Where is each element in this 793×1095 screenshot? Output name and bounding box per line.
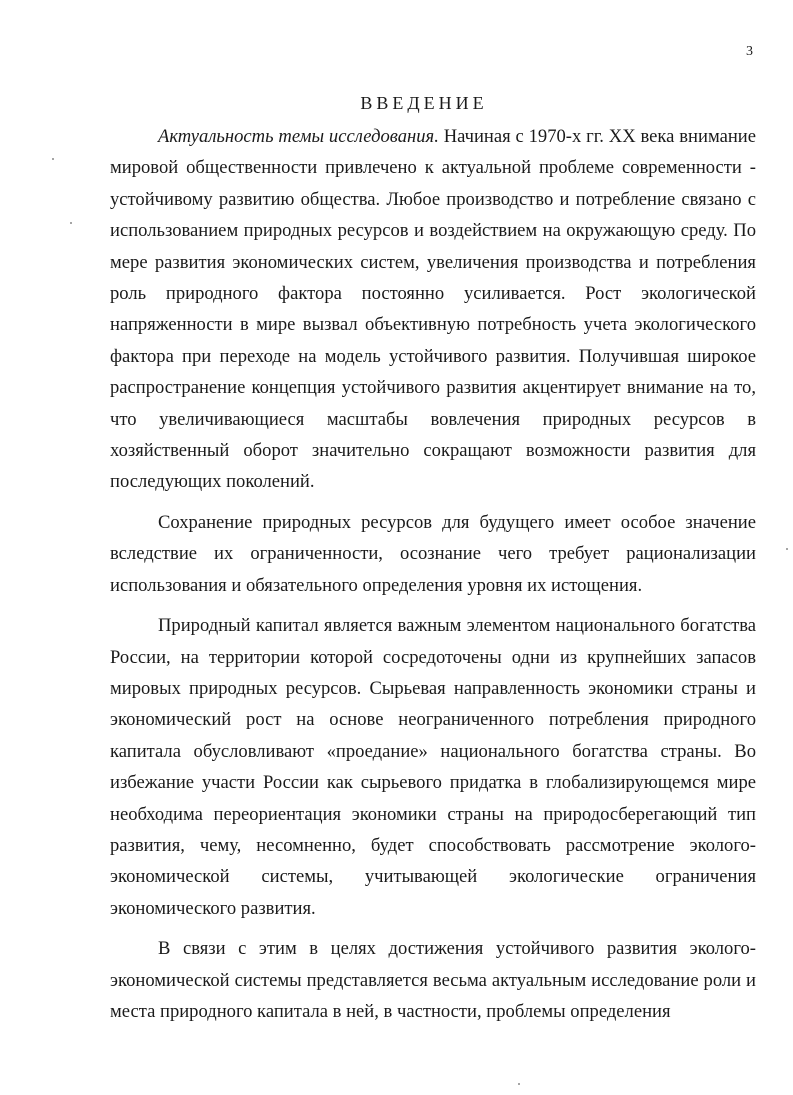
page-number: 3 (746, 44, 753, 59)
scan-speck (518, 1083, 520, 1085)
relevance-lead: Актуальность темы исследования. (158, 126, 439, 147)
page-title: ВВЕДЕНИЕ (360, 93, 488, 113)
paragraph-relevance (110, 121, 756, 498)
relevance-text: Начиная с 1970-х гг. XX века внимание мировой общественности привлечено к актуальной проблеме современности - устойчивому развитию общества. Любое производство и потребление связано с использованием природных ресурсов и воздействием на окружающую среду. По мере развития экономических систем, увеличения производства и потребления роль природного фактора постоянно усиливается. Рост экологической напряженности в мире вызвал объективную потребность учета экологического фактора при переходе на модель устойчивого развития. Получившая широкое распространение концепция устойчивого развития акцентирует внимание на то, что увеличивающиеся масштабы вовлечения природных ресурсов в хозяйственный оборот значительно сокращают возможности развития для последующих поколений. (110, 126, 756, 493)
scan-speck (70, 222, 72, 224)
paragraph-sustainable-development: В связи с этим в целях достижения устойчивого развития эколого-экономической системы представляется весьма актуальным исследование роли и места природного капитала в ней, в частности, проблемы определения (110, 938, 756, 1022)
scan-speck (52, 158, 54, 160)
document-body (110, 121, 756, 1027)
paragraph-natural-capital: Природный капитал является важным элементом национального богатства России, на территории которой сосредоточены одни из крупнейших запасов мировых природных ресурсов. Сырьевая направленность экономики страны и экономический рост на основе неограниченного потребления природного капитала обусловливают «проедание» национального богатства страны. Во избежание участи России как сырьевого придатка в глобализирующемся мире необходима переориентация экономики страны на природосберегающий тип развития, чему, несомненно, будет способствовать рассмотрение эколого-экономической системы, учитывающей экологические ограничения экономического развития. (110, 615, 756, 919)
paragraph-preservation: Сохранение природных ресурсов для будущего имеет особое значение вследствие их ограниченности, осознание чего требует рационализации использования и обязательного определения уровня их истощения. (110, 511, 756, 596)
scan-speck (786, 548, 788, 550)
